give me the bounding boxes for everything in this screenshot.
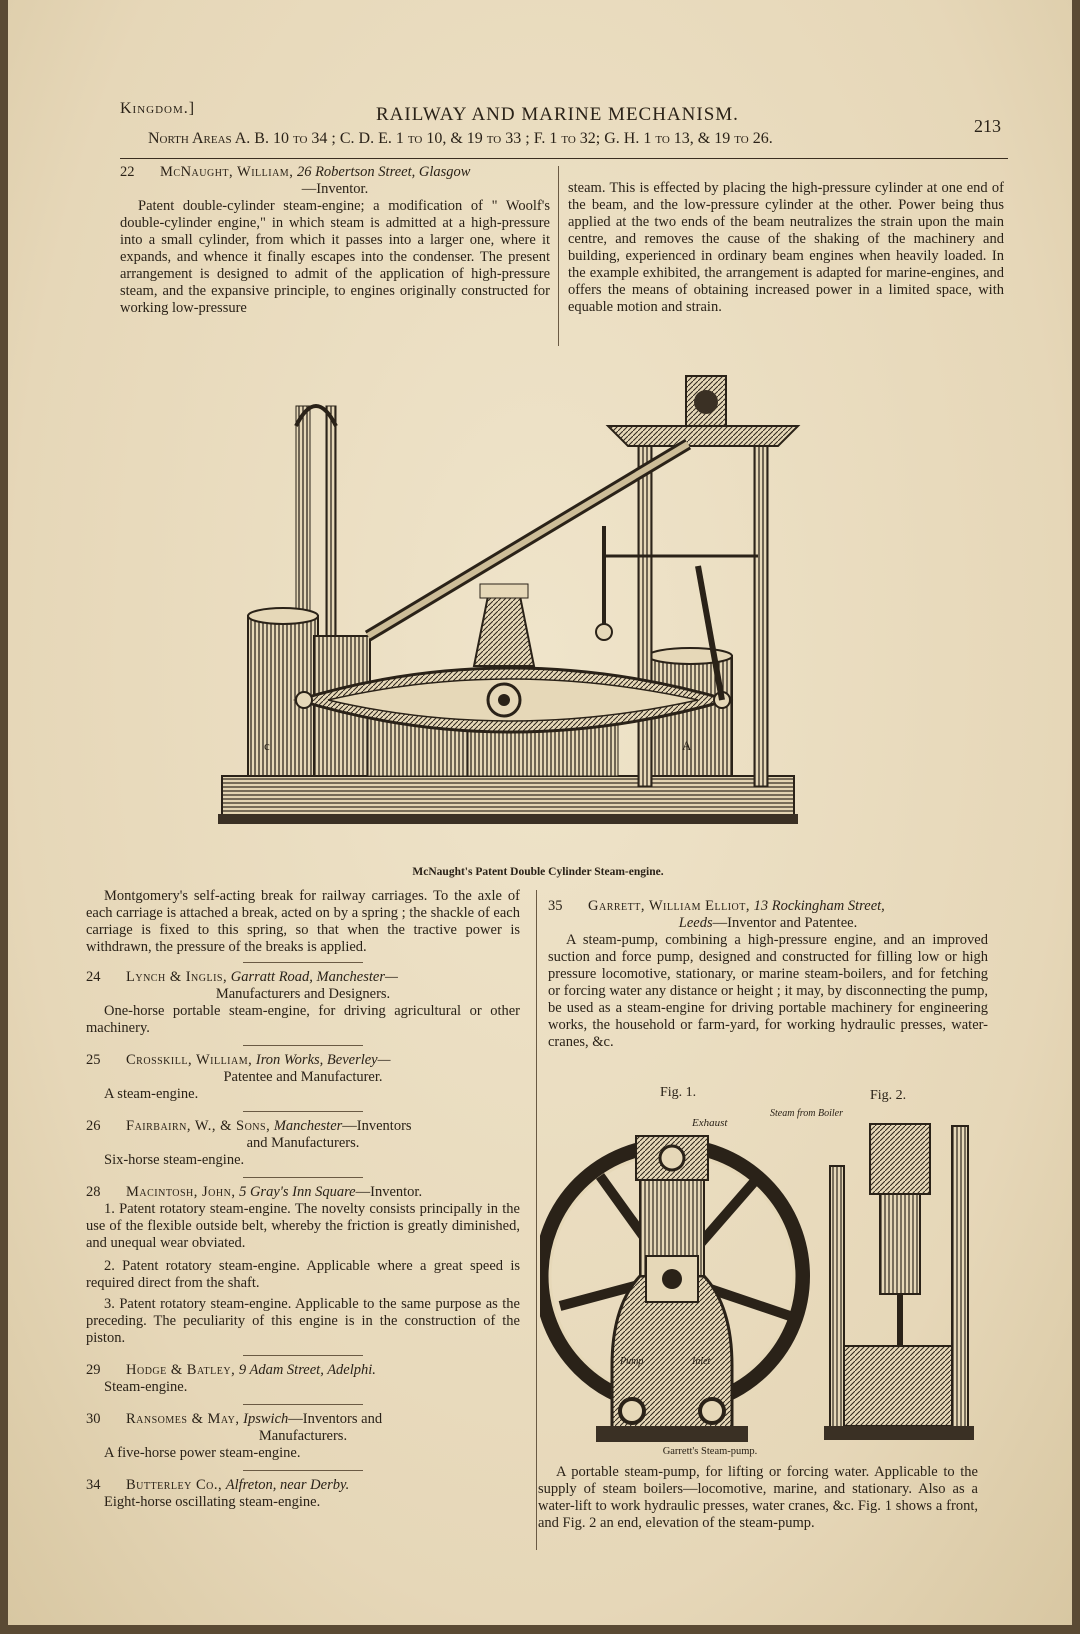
figure-label-a: A xyxy=(682,738,692,753)
fig2-label: Fig. 2. xyxy=(870,1088,907,1103)
entry-26 xyxy=(86,1118,520,1135)
entry-25 xyxy=(86,1052,520,1069)
column-divider xyxy=(558,166,559,346)
entry-number: 29 xyxy=(86,1362,101,1378)
exhibitor-address: Leeds xyxy=(678,915,713,931)
montgomery-break-text: Montgomery's self-acting break for railway carriages. To the axle of each carriage is attached a break, acted on by a spring ; the shackle of each carriage is fixed to this spring, so that when the tractive power is withdrawn, the pressure of the breaks is applied. xyxy=(86,888,520,955)
exhibitor-name: Ransomes & May, xyxy=(126,1411,240,1427)
entry-body: A steam-engine. xyxy=(104,1086,199,1102)
exhibitor-name: Garrett, William Elliot, xyxy=(588,898,751,914)
entry-number: 30 xyxy=(86,1411,101,1427)
entry-number: 24 xyxy=(86,969,101,985)
entry-35-tail xyxy=(538,1464,978,1532)
entry-body: A steam-pump, combining a high-pressure engine, and an improved suction and force pump, designed and constructed for filling low or high pressure locomotive, stationary, or marine steam-boilers, and for fetching or forcing water any distance or height ; it may, by disconnecting the pump, be used as a steam-engine for driving portable machinery for engineering works, the household or farm-yard, for working hydraulic presses, water-cranes, &c. xyxy=(548,932,988,1050)
exhibitor-address: 13 Rockingham Street, xyxy=(753,898,885,914)
figure-caption-mcnaught: McNaught's Patent Double Cylinder Steam-engine. xyxy=(412,866,664,878)
entry-body: 1. Patent rotatory steam-engine. The novelty consists principally in the use of the flexible outside belt, whereby the friction is greatly diminished, and unequal wear obviated. xyxy=(86,1201,520,1251)
entry-number: 35 xyxy=(548,898,563,914)
page-subheader: North Areas A. B. 10 to 34 ; C. D. E. 1 to 10, & 19 to 33 ; F. 1 to 32; G. H. 1 to 13, & 19 to 26. xyxy=(148,130,773,147)
fig-text-inlet: Inlet xyxy=(692,1356,711,1367)
entry-number: 22 xyxy=(120,164,135,180)
exhibitor-address: 26 Robertson Street, Glasgow xyxy=(296,164,471,180)
exhibitor-role: —Inventors xyxy=(342,1118,412,1134)
entry-28 xyxy=(86,1184,520,1201)
entry-body: A five-horse power steam-engine. xyxy=(104,1445,301,1461)
exhibitor-name: Lynch & Inglis, xyxy=(126,969,228,985)
page-number: 213 xyxy=(974,116,1001,136)
exhibitor-address: Manchester xyxy=(273,1118,343,1134)
garrett-steam-pump-illustration xyxy=(540,1106,980,1446)
exhibitor-name: Butterley Co., xyxy=(126,1477,223,1493)
book-page xyxy=(8,0,1072,1625)
entry-22-continued xyxy=(568,180,1004,316)
exhibitor-address: Garratt Road, Manchester— xyxy=(230,969,398,985)
fig-text-steam: Steam from Boiler xyxy=(770,1108,843,1119)
entry-body: A portable steam-pump, for lifting or forcing water. Applicable to the supply of steam boilers—locomotive, marine, and stationary. Also as a water-lift to work hydraulic presses, water cranes, &c. Fig. 1 shows a front, and Fig. 2 an end, elevation of the steam-pump. xyxy=(538,1464,978,1531)
entry-body: Steam-engine. xyxy=(104,1379,188,1395)
entry-body: Patent double-cylinder steam-engine; a modification of " Woolf's double-cylinder engine," in which steam is admitted at a high-pressure into a small cylinder, from which it passes into a larger one, where it expands, and whence it finally escapes into the condenser. The present arrangement is designed to admit of the application of high-pressure steam, and the expansive principle, to engines originally constructed for working low-pressure xyxy=(120,198,550,316)
entry-number: 25 xyxy=(86,1052,101,1068)
header-rule xyxy=(120,158,1008,159)
entry-30 xyxy=(86,1411,520,1428)
exhibitor-role: Manufacturers and Designers. xyxy=(215,986,391,1002)
entry-22 xyxy=(120,164,550,317)
exhibitor-name: McNaught, William, xyxy=(160,164,294,180)
entry-number: 26 xyxy=(86,1118,101,1134)
figure-label-c: c xyxy=(264,738,270,753)
exhibitor-name: Macintosh, John, xyxy=(126,1184,236,1200)
exhibitor-role: Patentee and Manufacturer. xyxy=(223,1069,383,1085)
exhibitor-name: Fairbairn, W., & Sons, xyxy=(126,1118,271,1134)
header-section-label: Kingdom.] xyxy=(120,100,196,117)
exhibitor-address: Iron Works, Beverley— xyxy=(255,1052,391,1068)
exhibitor-role: Manufacturers. xyxy=(258,1428,348,1444)
entry-34 xyxy=(86,1477,520,1494)
entry-24 xyxy=(86,969,520,986)
entry-body-continued: steam. This is effected by placing the high-pressure cylinder at one end of the beam, and the low-pressure cylinder at the other. Power being thus applied at the two ends of the beam neutralizes the strain upon the main centre, and removes the cause of the shaking of the machinery and building, experienced in ordinary beam engines when heavily loaded. In the example exhibited, the arrangement is adapted for marine-engines, and offers the means of obtaining increased power in a limited space, with equable motion and strain. xyxy=(568,180,1004,315)
exhibitor-address: 5 Gray's Inn Square xyxy=(239,1184,356,1200)
fig1-label: Fig. 1. xyxy=(660,1085,697,1100)
exhibitor-role: —Inventor and Patentee. xyxy=(712,915,858,931)
lower-left-column xyxy=(86,888,520,1511)
entry-body: 2. Patent rotatory steam-engine. Applicable where a great speed is required direct from the shaft. xyxy=(86,1258,520,1291)
fig-text-pump: Pump xyxy=(620,1356,644,1367)
exhibitor-name: Crosskill, William, xyxy=(126,1052,253,1068)
page-title: RAILWAY AND MARINE MECHANISM. xyxy=(376,104,739,125)
column-divider xyxy=(536,890,537,1550)
entry-29 xyxy=(86,1362,520,1379)
exhibitor-address: Alfreton, near Derby. xyxy=(225,1477,350,1493)
mcnaught-engine-illustration xyxy=(218,366,818,856)
entry-35 xyxy=(548,898,988,1051)
exhibitor-role: —Inventor. xyxy=(301,181,369,197)
exhibitor-address: Ipswich xyxy=(243,1411,289,1427)
exhibitor-role: —Inventor. xyxy=(355,1184,423,1200)
entry-body: Six-horse steam-engine. xyxy=(104,1152,245,1168)
fig-text-exhaust: Exhaust xyxy=(692,1117,728,1129)
exhibitor-address: 9 Adam Street, Adelphi. xyxy=(238,1362,376,1378)
exhibitor-name: Hodge & Batley, xyxy=(126,1362,236,1378)
entry-body: One-horse portable steam-engine, for driving agricultural or other machinery. xyxy=(86,1003,520,1036)
exhibitor-role: and Manufacturers. xyxy=(246,1135,360,1151)
entry-number: 28 xyxy=(86,1184,101,1200)
figure-caption-garrett: Garrett's Steam-pump. xyxy=(662,1446,758,1457)
entry-body: Eight-horse oscillating steam-engine. xyxy=(104,1494,321,1510)
exhibitor-role: —Inventors and xyxy=(288,1411,383,1427)
entry-number: 34 xyxy=(86,1477,101,1493)
entry-body: 3. Patent rotatory steam-engine. Applicable to the same purpose as the preceding. The peculiarity of this engine is in the construction of the piston. xyxy=(86,1296,520,1346)
